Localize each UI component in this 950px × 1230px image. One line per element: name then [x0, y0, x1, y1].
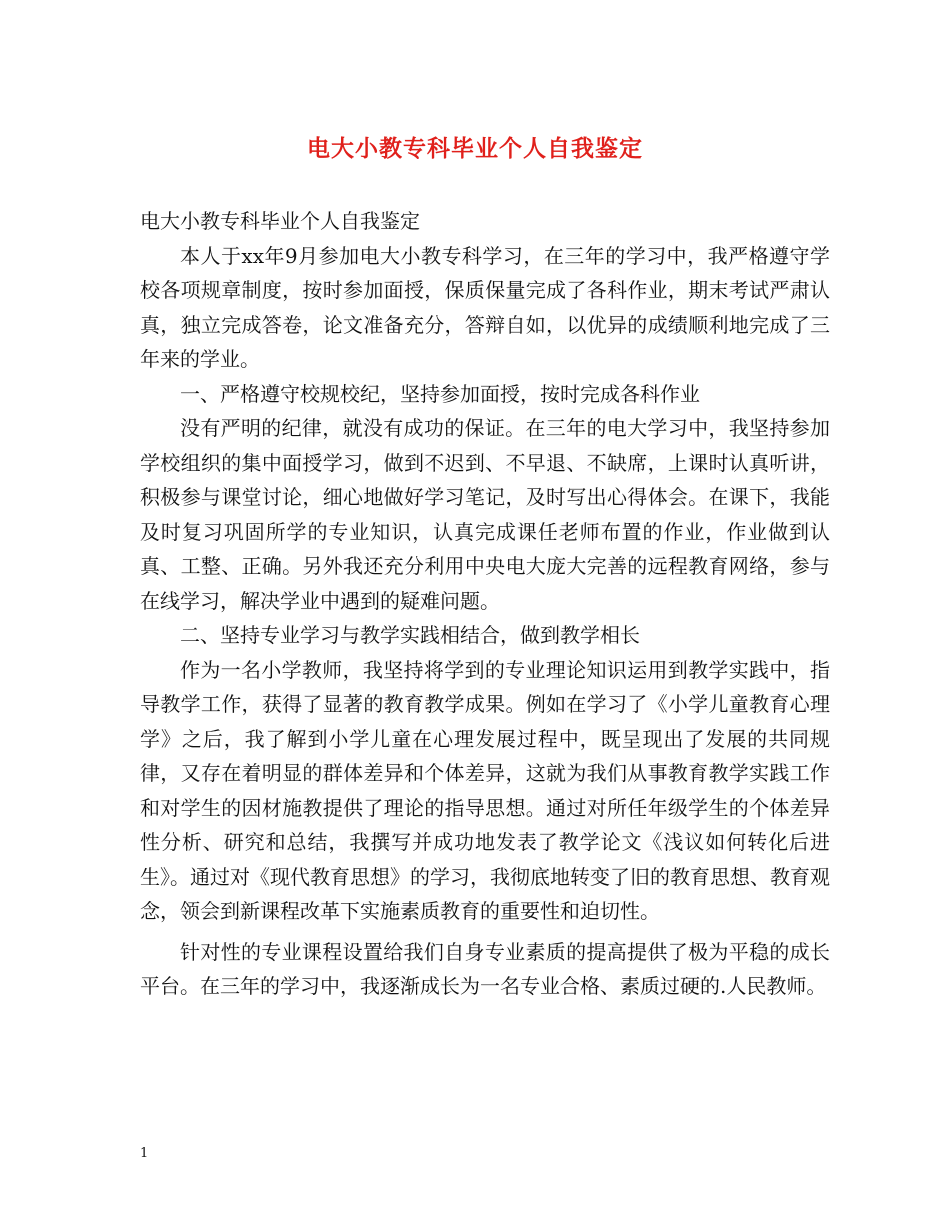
paragraph-intro: 本人于xx年9月参加电大小教专科学习，在三年的学习中，我严格遵守学校各项规章制度，按时参加面授，保质保量完成了各科作业，期末考试严肃认真，独立完成答卷，论文准备充分，答辩自如，以优异的成绩顺利地完成了三年来的学业。 [140, 243, 830, 371]
paragraph-growth: 针对性的专业课程设置给我们自身专业素质的提高提供了极为平稳的成长平台。在三年的学习中，我逐渐成长为一名专业合格、素质过硬的.人民教师。 [140, 939, 830, 998]
section-heading-2: 二、坚持专业学习与教学实践相结合，做到教学相长 [180, 623, 640, 647]
paragraph-discipline: 没有严明的纪律，就没有成功的保证。在三年的电大学习中，我坚持参加学校组织的集中面授学习，做到不迟到、不早退、不缺席，上课时认真听讲，积极参与课堂讨论，细心地做好学习笔记，及时写出心得体会。在课下，我能及时复习巩固所学的专业知识，认真完成课任老师布置的作业，作业做到认真、工整、正确。另外我还充分利用中央电大庞大完善的远程教育网络，参与在线学习，解决学业中遇到的疑难问题。 [140, 416, 830, 613]
page-number: 1 [140, 1146, 149, 1161]
section-heading-1: 一、严格遵守校规校纪，坚持参加面授，按时完成各科作业 [180, 381, 700, 406]
document-title: 电大小教专科毕业个人自我鉴定 [307, 135, 643, 162]
document-subtitle: 电大小教专科毕业个人自我鉴定 [140, 209, 420, 233]
paragraph-practice: 作为一名小学教师，我坚持将学到的专业理论知识运用到教学实践中，指导教学工作，获得了显著的教育教学成果。例如在学习了《小学儿童教育心理学》之后，我了解到小学儿童在心理发展过程中，既呈现出了发展的共同规律，又存在着明显的群体差异和个体差异，这就为我们从事教育教学实践工作和对学生的因材施教提供了理论的指导思想。通过对所任年级学生的个体差异性分析、研究和总结，我撰写并成功地发表了教学论文《浅议如何转化后进生》。通过对《现代教育思想》的学习，我彻底地转变了旧的教育思想、教育观念，领会到新课程改革下实施素质教育的重要性和迫切性。 [140, 657, 830, 923]
document-body [140, 204, 830, 1004]
